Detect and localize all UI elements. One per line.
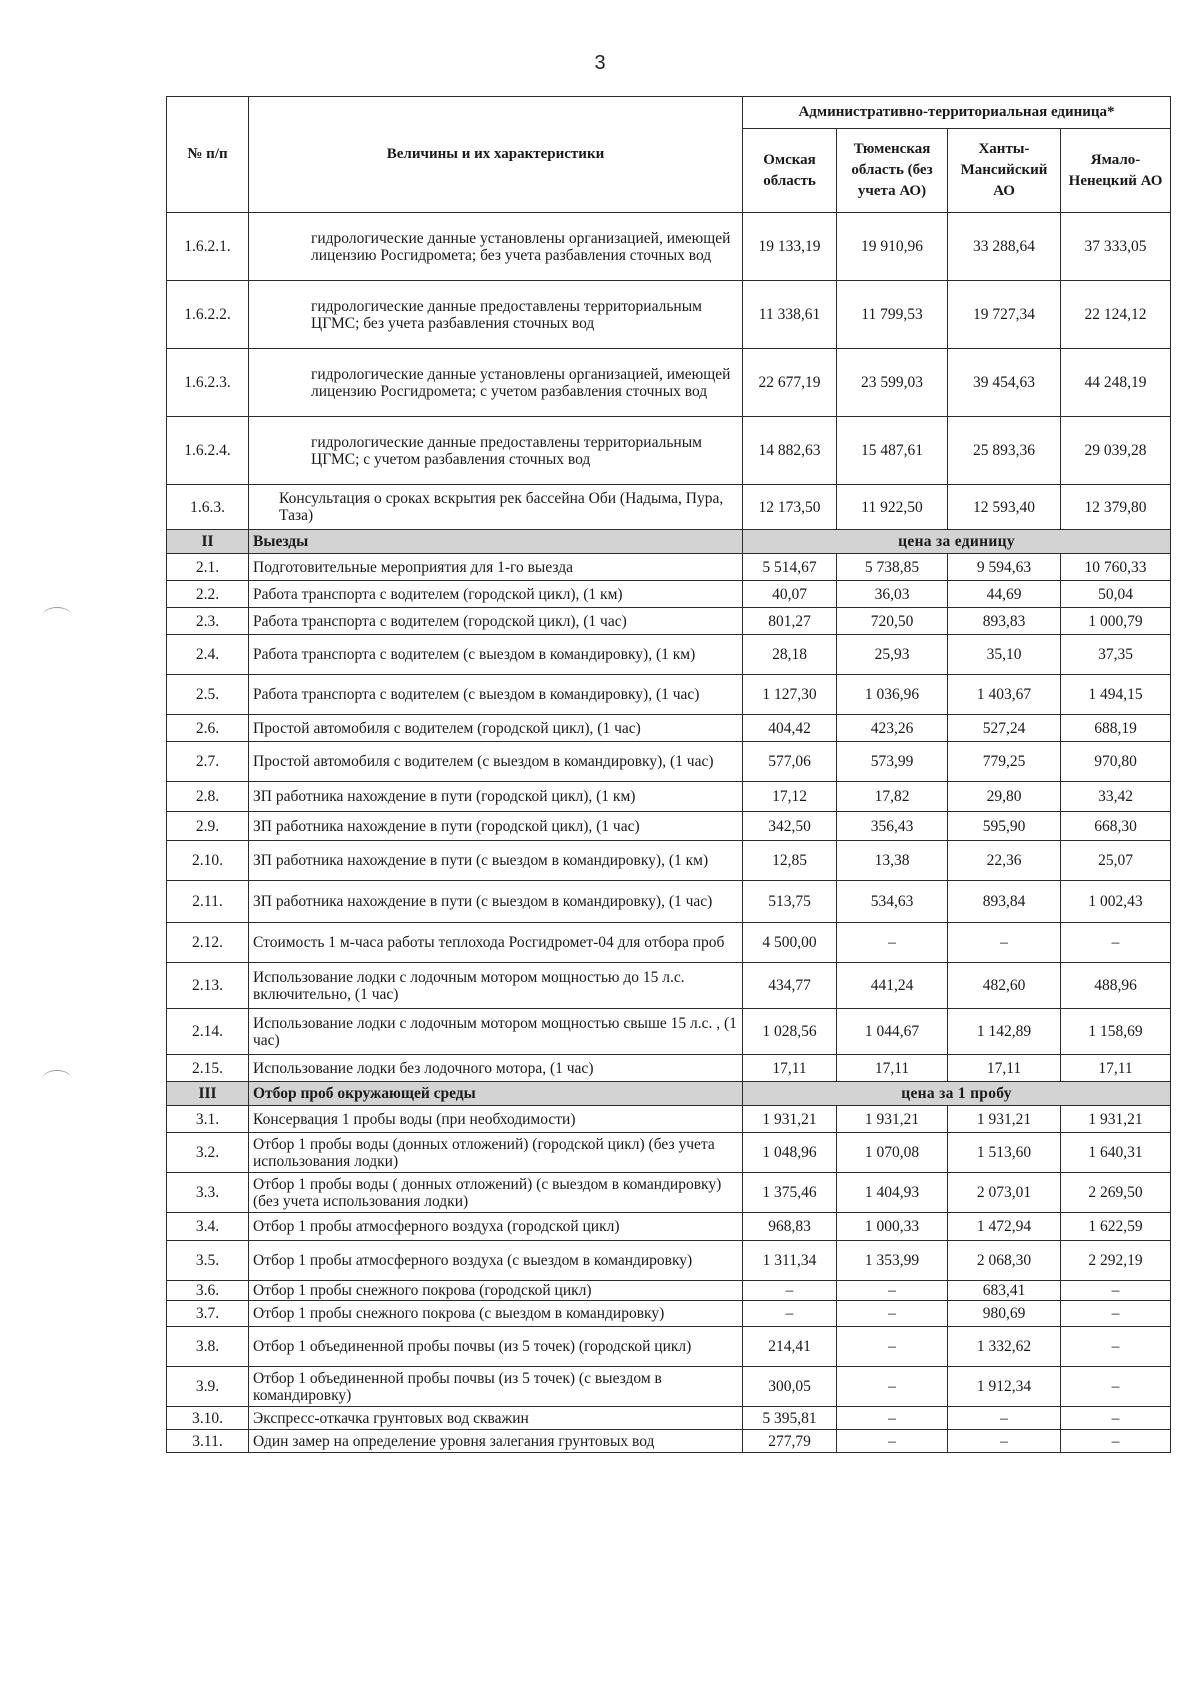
row-value: 36,03 (837, 581, 948, 608)
page-number: 3 (594, 52, 606, 74)
row-description: Экспресс-откачка грунтовых вод скважин (249, 1407, 743, 1430)
row-number: 3.7. (167, 1301, 249, 1327)
row-value: 17,11 (743, 1055, 837, 1082)
header-col-desc: Величины и их характеристики (249, 97, 743, 213)
row-number: 2.12. (167, 923, 249, 963)
row-value: 720,50 (837, 608, 948, 635)
row-value: 1 640,31 (1061, 1133, 1171, 1173)
table-row (167, 963, 1171, 1009)
row-value: 779,25 (948, 742, 1061, 782)
section-title: Выезды (249, 530, 743, 554)
row-value: 25 893,36 (948, 417, 1061, 485)
row-value: 1 036,96 (837, 675, 948, 715)
row-value: 44 248,19 (1061, 349, 1171, 417)
row-number: 2.14. (167, 1009, 249, 1055)
row-value: 970,80 (1061, 742, 1171, 782)
table-row (167, 1009, 1171, 1055)
row-value: 1 472,94 (948, 1213, 1061, 1241)
row-value: 17,12 (743, 782, 837, 812)
row-value: – (743, 1301, 837, 1327)
row-value: 356,43 (837, 812, 948, 841)
row-value: – (743, 1281, 837, 1301)
row-value: 40,07 (743, 581, 837, 608)
header-group-title: Административно-территориальная единица* (743, 97, 1171, 129)
row-value: 17,11 (837, 1055, 948, 1082)
row-value: 1 403,67 (948, 675, 1061, 715)
table-row (167, 554, 1171, 581)
row-value: – (1061, 1281, 1171, 1301)
row-number: 3.5. (167, 1241, 249, 1281)
row-value: 1 375,46 (743, 1173, 837, 1213)
row-number: 3.11. (167, 1430, 249, 1453)
row-value: 39 454,63 (948, 349, 1061, 417)
row-value: 1 404,93 (837, 1173, 948, 1213)
row-value: 13,38 (837, 841, 948, 881)
row-value: 15 487,61 (837, 417, 948, 485)
row-value: 434,77 (743, 963, 837, 1009)
row-value: 5 395,81 (743, 1407, 837, 1430)
row-value: 14 882,63 (743, 417, 837, 485)
row-description: гидрологические данные предоставлены территориальным ЦГМС; с учетом разбавления сточных вод (249, 417, 743, 485)
row-value: – (1061, 1430, 1171, 1453)
row-description: ЗП работника нахождение в пути (с выездом в командировку), (1 час) (249, 881, 743, 923)
row-value: 573,99 (837, 742, 948, 782)
row-description: Использование лодки с лодочным мотором мощностью до 15 л.с. включительно, (1 час) (249, 963, 743, 1009)
row-value: 1 000,33 (837, 1213, 948, 1241)
row-value: 801,27 (743, 608, 837, 635)
table-body (167, 213, 1171, 1453)
row-value: 12 593,40 (948, 485, 1061, 530)
row-value: 1 000,79 (1061, 608, 1171, 635)
row-value: 688,19 (1061, 715, 1171, 742)
row-description: Отбор 1 пробы воды (донных отложений) (городской цикл) (без учета использования лодки) (249, 1133, 743, 1173)
row-value: 5 738,85 (837, 554, 948, 581)
row-value: 277,79 (743, 1430, 837, 1453)
row-value: 1 158,69 (1061, 1009, 1171, 1055)
row-value: – (1061, 1327, 1171, 1367)
header-col-num: № п/п (167, 97, 249, 213)
row-number: 3.1. (167, 1106, 249, 1133)
row-value: 683,41 (948, 1281, 1061, 1301)
table-row (167, 923, 1171, 963)
row-value: 342,50 (743, 812, 837, 841)
row-value: 37 333,05 (1061, 213, 1171, 281)
row-number: 3.4. (167, 1213, 249, 1241)
row-description: Работа транспорта с водителем (с выездом в командировку), (1 км) (249, 635, 743, 675)
row-value: 2 073,01 (948, 1173, 1061, 1213)
table-row (167, 1430, 1171, 1453)
row-value: – (948, 1407, 1061, 1430)
row-description: Работа транспорта с водителем (городской цикл), (1 км) (249, 581, 743, 608)
row-number: 1.6.2.2. (167, 281, 249, 349)
row-value: 1 931,21 (837, 1106, 948, 1133)
row-value: 44,69 (948, 581, 1061, 608)
row-value: 11 338,61 (743, 281, 837, 349)
table-row (167, 485, 1171, 530)
row-number: 3.6. (167, 1281, 249, 1301)
row-value: 33,42 (1061, 782, 1171, 812)
table-row (167, 812, 1171, 841)
row-value: 17,11 (948, 1055, 1061, 1082)
row-number: 2.10. (167, 841, 249, 881)
row-description: гидрологические данные предоставлены территориальным ЦГМС; без учета разбавления сточных вод (249, 281, 743, 349)
row-value: 1 311,34 (743, 1241, 837, 1281)
row-value: 1 028,56 (743, 1009, 837, 1055)
table-row (167, 782, 1171, 812)
row-value: 1 044,67 (837, 1009, 948, 1055)
row-value: 35,10 (948, 635, 1061, 675)
row-description: Отбор 1 объединенной пробы почвы (из 5 точек) (городской цикл) (249, 1327, 743, 1367)
row-value: 11 799,53 (837, 281, 948, 349)
table-row (167, 1133, 1171, 1173)
row-value: – (837, 1281, 948, 1301)
table-row (167, 1407, 1171, 1430)
row-value: 668,30 (1061, 812, 1171, 841)
table-row (167, 742, 1171, 782)
row-number: 2.11. (167, 881, 249, 923)
row-number: 2.13. (167, 963, 249, 1009)
row-value: 19 133,19 (743, 213, 837, 281)
row-value: 12 379,80 (1061, 485, 1171, 530)
row-number: 3.9. (167, 1367, 249, 1407)
section-title: Отбор проб окружающей среды (249, 1082, 743, 1106)
row-value: 25,93 (837, 635, 948, 675)
row-number: 2.5. (167, 675, 249, 715)
row-description: Использование лодки с лодочным мотором мощностью свыше 15 л.с. , (1 час) (249, 1009, 743, 1055)
section-price-label: цена за единицу (743, 530, 1171, 554)
table-row (167, 715, 1171, 742)
row-value: 1 127,30 (743, 675, 837, 715)
row-value: 2 269,50 (1061, 1173, 1171, 1213)
section-price-label: цена за 1 пробу (743, 1082, 1171, 1106)
row-number: 3.2. (167, 1133, 249, 1173)
row-description: ЗП работника нахождение в пути (городской цикл), (1 км) (249, 782, 743, 812)
table-row (167, 1241, 1171, 1281)
row-value: 534,63 (837, 881, 948, 923)
row-value: – (837, 1407, 948, 1430)
row-value: 1 622,59 (1061, 1213, 1171, 1241)
row-value: 1 513,60 (948, 1133, 1061, 1173)
row-number: 3.3. (167, 1173, 249, 1213)
row-value: 441,24 (837, 963, 948, 1009)
row-value: 19 910,96 (837, 213, 948, 281)
row-number: 2.6. (167, 715, 249, 742)
row-value: 1 912,34 (948, 1367, 1061, 1407)
section-number: II (167, 530, 249, 554)
row-value: 300,05 (743, 1367, 837, 1407)
row-description: Консервация 1 пробы воды (при необходимости) (249, 1106, 743, 1133)
table-row (167, 1327, 1171, 1367)
table-row (167, 1301, 1171, 1327)
section-header-row (167, 1082, 1171, 1106)
row-value: – (837, 1367, 948, 1407)
row-value: 214,41 (743, 1327, 837, 1367)
table-row (167, 675, 1171, 715)
row-value: 37,35 (1061, 635, 1171, 675)
row-description: Консультация о сроках вскрытия рек бассейна Оби (Надыма, Пура, Таза) (249, 485, 743, 530)
row-description: гидрологические данные установлены организацией, имеющей лицензию Росгидромета; с учетом разбавления сточных вод (249, 349, 743, 417)
row-description: Отбор 1 объединенной пробы почвы (из 5 точек) (с выездом в командировку) (249, 1367, 743, 1407)
row-value: 22,36 (948, 841, 1061, 881)
row-value: 12 173,50 (743, 485, 837, 530)
row-value: 22 124,12 (1061, 281, 1171, 349)
row-value: 1 332,62 (948, 1327, 1061, 1367)
row-value: 1 353,99 (837, 1241, 948, 1281)
row-value: 980,69 (948, 1301, 1061, 1327)
row-value: 595,90 (948, 812, 1061, 841)
price-table (166, 96, 1171, 1453)
table-row (167, 1106, 1171, 1133)
row-value: 17,82 (837, 782, 948, 812)
row-value: 1 048,96 (743, 1133, 837, 1173)
row-description: ЗП работника нахождение в пути (городской цикл), (1 час) (249, 812, 743, 841)
table-row (167, 608, 1171, 635)
row-value: – (837, 1301, 948, 1327)
row-number: 2.15. (167, 1055, 249, 1082)
row-description: Работа транспорта с водителем (городской цикл), (1 час) (249, 608, 743, 635)
row-value: 893,84 (948, 881, 1061, 923)
punch-hole-mark (42, 607, 72, 626)
row-value: 1 002,43 (1061, 881, 1171, 923)
row-value: 2 068,30 (948, 1241, 1061, 1281)
punch-hole-mark (42, 1070, 72, 1089)
table-row (167, 841, 1171, 881)
row-description: Стоимость 1 м-часа работы теплохода Росгидромет-04 для отбора проб (249, 923, 743, 963)
row-description: Использование лодки без лодочного мотора, (1 час) (249, 1055, 743, 1082)
row-value: 2 292,19 (1061, 1241, 1171, 1281)
row-description: Работа транспорта с водителем (с выездом в командировку), (1 час) (249, 675, 743, 715)
header-region: Ямало-Ненецкий АО (1061, 129, 1171, 213)
table-row (167, 1367, 1171, 1407)
row-number: 2.8. (167, 782, 249, 812)
header-region: Ханты-Мансийский АО (948, 129, 1061, 213)
row-description: Отбор 1 пробы атмосферного воздуха (с выездом в командировку) (249, 1241, 743, 1281)
row-value: – (1061, 1367, 1171, 1407)
row-value: – (837, 1327, 948, 1367)
row-number: 2.2. (167, 581, 249, 608)
section-number: III (167, 1082, 249, 1106)
row-value: 1 931,21 (1061, 1106, 1171, 1133)
row-value: 12,85 (743, 841, 837, 881)
row-value: 17,11 (1061, 1055, 1171, 1082)
table-row (167, 1055, 1171, 1082)
row-description: Отбор 1 пробы воды ( донных отложений) (с выездом в командировку) (без учета использования лодки) (249, 1173, 743, 1213)
row-number: 2.7. (167, 742, 249, 782)
table-row (167, 349, 1171, 417)
row-value: 577,06 (743, 742, 837, 782)
row-value: 23 599,03 (837, 349, 948, 417)
row-description: Простой автомобиля с водителем (городской цикл), (1 час) (249, 715, 743, 742)
row-description: Отбор 1 пробы атмосферного воздуха (городской цикл) (249, 1213, 743, 1241)
row-number: 1.6.2.3. (167, 349, 249, 417)
row-number: 1.6.3. (167, 485, 249, 530)
header-region: Тюменская область (без учета АО) (837, 129, 948, 213)
row-value: 423,26 (837, 715, 948, 742)
row-value: – (1061, 923, 1171, 963)
row-number: 2.1. (167, 554, 249, 581)
row-number: 2.3. (167, 608, 249, 635)
row-value: – (837, 923, 948, 963)
row-value: 29,80 (948, 782, 1061, 812)
table-row (167, 881, 1171, 923)
row-value: – (1061, 1301, 1171, 1327)
row-description: гидрологические данные установлены организацией, имеющей лицензию Росгидромета; без учета разбавления сточных вод (249, 213, 743, 281)
row-value: 28,18 (743, 635, 837, 675)
row-description: Отбор 1 пробы снежного покрова (городской цикл) (249, 1281, 743, 1301)
row-value: 893,83 (948, 608, 1061, 635)
row-value: 22 677,19 (743, 349, 837, 417)
row-value: 1 494,15 (1061, 675, 1171, 715)
row-value: 5 514,67 (743, 554, 837, 581)
row-number: 3.8. (167, 1327, 249, 1367)
row-value: 513,75 (743, 881, 837, 923)
row-description: Простой автомобиля с водителем (с выездом в командировку), (1 час) (249, 742, 743, 782)
row-number: 1.6.2.1. (167, 213, 249, 281)
row-value: 50,04 (1061, 581, 1171, 608)
row-value: 10 760,33 (1061, 554, 1171, 581)
row-value: – (837, 1430, 948, 1453)
row-value: 1 931,21 (743, 1106, 837, 1133)
row-value: 1 070,08 (837, 1133, 948, 1173)
row-number: 2.4. (167, 635, 249, 675)
row-value: – (948, 1430, 1061, 1453)
row-value: – (1061, 1407, 1171, 1430)
row-value: 9 594,63 (948, 554, 1061, 581)
row-value: 11 922,50 (837, 485, 948, 530)
row-value: – (948, 923, 1061, 963)
row-value: 25,07 (1061, 841, 1171, 881)
table-row (167, 1213, 1171, 1241)
row-description: Отбор 1 пробы снежного покрова (с выездом в командировку) (249, 1301, 743, 1327)
table-row (167, 635, 1171, 675)
row-value: 19 727,34 (948, 281, 1061, 349)
row-description: Один замер на определение уровня залегания грунтовых вод (249, 1430, 743, 1453)
section-header-row (167, 530, 1171, 554)
row-value: 1 142,89 (948, 1009, 1061, 1055)
row-description: Подготовительные мероприятия для 1-го выезда (249, 554, 743, 581)
row-value: 527,24 (948, 715, 1061, 742)
row-value: 968,83 (743, 1213, 837, 1241)
row-value: 29 039,28 (1061, 417, 1171, 485)
table-row (167, 281, 1171, 349)
row-number: 2.9. (167, 812, 249, 841)
row-value: 1 931,21 (948, 1106, 1061, 1133)
row-value: 488,96 (1061, 963, 1171, 1009)
row-number: 1.6.2.4. (167, 417, 249, 485)
row-value: 33 288,64 (948, 213, 1061, 281)
row-value: 4 500,00 (743, 923, 837, 963)
row-value: 482,60 (948, 963, 1061, 1009)
row-number: 3.10. (167, 1407, 249, 1430)
table-row (167, 417, 1171, 485)
table-row (167, 1281, 1171, 1301)
table-row (167, 1173, 1171, 1213)
header-region: Омская область (743, 129, 837, 213)
row-value: 404,42 (743, 715, 837, 742)
table-row (167, 213, 1171, 281)
table-row (167, 581, 1171, 608)
row-description: ЗП работника нахождение в пути (с выездом в командировку), (1 км) (249, 841, 743, 881)
